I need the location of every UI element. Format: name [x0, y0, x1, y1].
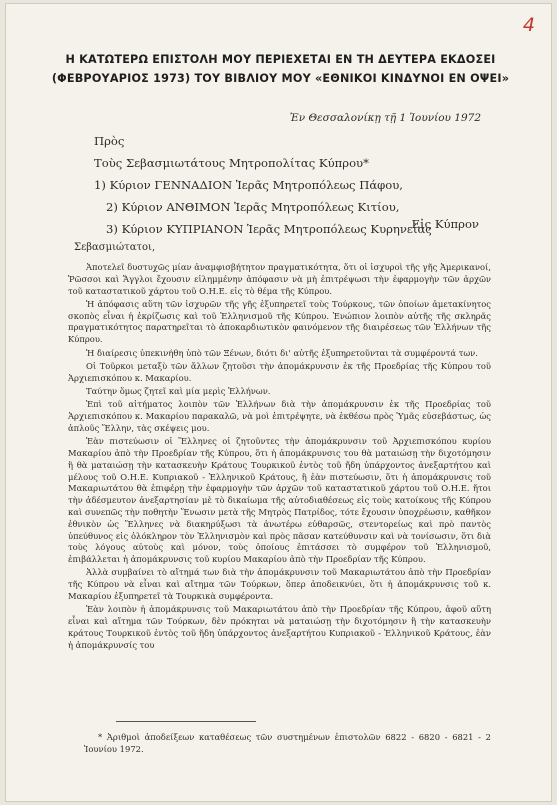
body-paragraph: Ἐὰν λοιπὸν ἡ ἀπομάκρυνσις τοῦ Μακαριωτάτου ἀπὸ τὴν Προεδρίαν τῆς Κύπρου, ἀφοῦ αὕτη εἶναι καὶ αἴτημα τῶν Τούρκων, δὲν πρόκηται νὰ ματαιώσῃ τὴν διχοτόμησιν ἢ τὴν κατασκευὴν κράτους Τουρκικοῦ ἐντὸς τοῦ ἤδη ὑπάρχοντος ἀνεξαρτήτου Κυπριακοῦ - Ἑλληνικοῦ Κράτους, ἐὰν ἡ ἀπομάκρυνσίς του: [68, 604, 491, 650]
footnote-text: * Ἀριθμοὶ ἀποδείξεων καταθέσεως τῶν συστημένων ἐπιστολῶν 6822 - 6820 - 6821 - 2 Ἰουνίου 1972.: [84, 732, 491, 754]
page-number: 4: [522, 14, 535, 36]
body-paragraph: Ἐὰν πιστεύωσιν οἱ Ἕλληνες οἱ ζητοῦντες τὴν ἀπομάκρυνσιν τοῦ Ἀρχιεπισκόπου κυρίου Μακαρίου ἀπὸ τὴν Προεδρίαν τῆς Κύπρου, ὅτι ἡ ἀπομάκρυνσις του θὰ ματαιώσῃ τὴν διχοτόμησιν ἢ θὰ ματαιώσῃ τὴν κατασκευὴν Κράτους Τουρκικοῦ ἐντὸς τοῦ ἤδη ὑπάρχοντος ἀνεξαρτήτου καὶ μέλους τοῦ Ο.Η.Ε. Κυπριακοῦ - Ἑλληνικοῦ Κράτους, ἢ ἐὰν πιστεύωσιν, ὅτι ἡ ἀπομάκρυνσις τοῦ Μακαριωτάτου θὰ ἐπιφέρῃ τὴν ἐφαρμογὴν τῶν ἀρχῶν τοῦ καταστατικοῦ χάρτου τοῦ Ο.Η.Ε. ἤτοι τὴν ἀδέσμευτον ἀνεξαρτησίαν μὲ τὸ δικαίωμα τῆς αὐτοδιαθέσεως εἰς τοὺς κατοίκους τῆς Κύπρου καὶ συνεπῶς τὴν ποθητὴν Ἕνωσιν μετὰ τῆς Μητρὸς Πατρίδος, τότε ἔχουσιν ὑποχρέωσιν, καθῆκον ἐθνικὸν ὡς Ἕλληνες νὰ διακηρύξωσι τὰ ἀνωτέρω εὐθαρσῶς, στεντορείως καὶ πρὸ παντὸς ὑπεύθυνος εἰς ὁλόκληρον τὸν Ἑλληνισμὸν καὶ πρὸς πᾶσαν κατεύθυνσιν καὶ νὰ τονίσωσιν, ὅτι διὰ τοὺς λόγους αὐτοὺς καὶ μόνον, τοὺς ὁποίους ἐπιτάσσει τὸ συμφέρον τοῦ Ἑλληνισμοῦ, ἐπιβάλλεται ἡ ἀπομάκρυνσις τοῦ κυρίου Μακαρίου ἀπὸ τὴν Προεδρίαν τῆς Κύπρου.: [68, 436, 491, 565]
heading-line: (ΦΕΒΡΟΥΑΡΙΟΣ 1973) ΤΟΥ ΒΙΒΛΙΟΥ ΜΟΥ «ΕΘΝΙΚΟΙ ΚΙΝΔΥΝΟΙ ΕΝ ΟΨΕΙ»: [51, 72, 510, 85]
dateline: Ἐν Θεσσαλονίκῃ τῇ 1 Ἰουνίου 1972: [289, 112, 481, 124]
addressee-line: 3) Κύριον ΚΥΠΡΙΑΝΟΝ Ἱερᾶς Μητροπόλεως Κυρηνείας: [106, 222, 432, 236]
addressee-line: 1) Κύριον ΓΕΝΝΑΔΙΟΝ Ἱερᾶς Μητροπόλεως Πάφου,: [94, 178, 403, 192]
body-paragraph: Ἡ ἀπόφασις αὕτη τῶν ἰσχυρῶν τῆς γῆς ἐξυπηρετεῖ τοὺς Τούρκους, τῶν ὁποίων ἀμετακίνητος σκοπὸς εἶναι ἡ ἐκρίζωσις καὶ τοῦ Ἑλληνισμοῦ τῆς Κύπρου. Ἐνώπιον λοιπὸν αὐτῆς τῆς σκληρᾶς πραγματικότητος παρατηρεῖται τὸ ἀποκαρδιωτικὸν φαινόμενον τῆς διαιρέσεως τῶν Ἑλλήνων τῆς Κύπρου.: [68, 298, 491, 345]
salutation: Σεβασμιώτατοι,: [74, 242, 156, 253]
body-paragraph: Ἡ διαίρεσις ὑπεκινήθη ὑπὸ τῶν Ξένων, διότι δι' αὐτῆς ἐξυπηρετοῦνται τὰ συμφέροντά των.: [86, 347, 478, 358]
heading-line: Η ΚΑΤΩΤΕΡΩ ΕΠΙΣΤΟΛΗ ΜΟΥ ΠΕΡΙΕΧΕΤΑΙ ΕΝ ΤΗ ΔΕΥΤΕΡΑ ΕΚΔΟΣΕΙ: [65, 53, 496, 66]
footnote-divider: [116, 721, 256, 722]
body-paragraph: Ἀλλὰ συμβαίνει τὸ αἴτημά των διὰ τὴν ἀπομάκρυνσιν τοῦ Μακαριωτάτου ἀπὸ τὴν Προεδρίαν τῆς Κύπρου νὰ εἶναι καὶ αἴτημα τῶν Τούρκων, ὅπερ ἀποδεικνύει, ὅτι ἡ ἀπομάκρυνσις τοῦ κ. Μακαρίου ἐξυπηρετεῖ τὰ Τουρκικὰ συμφέροντα.: [68, 567, 491, 602]
letter-body: [68, 262, 491, 653]
destination: Εἰς Κύπρον: [411, 217, 479, 231]
page-heading: [44, 50, 517, 88]
body-paragraph: Ἐπὶ τοῦ αἰτήματος λοιπὸν τῶν Ἑλλήνων διὰ τὴν ἀπομάκρυνσιν ἐκ τῆς Προεδρίας τοῦ Ἀρχιεπισκόπου κ. Μακαρίου παρακαλῶ, νὰ μοὶ ἐπιτρέψητε, νὰ ἐκθέσω πρὸς Ὑμᾶς εὐσεβάστως, ὡς ἁπλοῦς Ἕλλην, τὰς σκέψεις μου.: [68, 399, 491, 433]
letter-page: [6, 4, 551, 801]
addressee-block: [94, 130, 432, 240]
body-paragraph: Οἱ Τοῦρκοι μεταξὺ τῶν ἄλλων ζητοῦσι τὴν ἀπομάκρυνσιν ἐκ τῆς Προεδρίας τῆς Κύπρου τοῦ Ἀρχιεπισκόπου κ. Μακαρίου.: [68, 360, 491, 383]
body-paragraph: Ταύτην ὅμως ζητεῖ καὶ μία μερὶς Ἑλλήνων.: [86, 385, 271, 396]
body-paragraph: Ἀποτελεῖ δυστυχῶς μίαν ἀναμφισβήτητον πραγματικότητα, ὅτι οἱ ἰσχυροὶ τῆς γῆς Ἀμερικανοί, Ῥῶσσοι καὶ Ἄγγλοι ἔχουσιν εἰλημμένην ἀπόφασιν νὰ μὴ ἐπιτρέψωσι τὴν ἐφαρμογὴν τῶν ἀρχῶν τοῦ καταστατικοῦ χάρτου τοῦ Ο.Η.Ε. εἰς τὸ θέμα τῆς Κύπρου.: [68, 262, 491, 296]
addressee-line: Τοὺς Σεβασμιωτάτους Μητροπολίτας Κύπρου*: [94, 156, 369, 170]
footnote: [84, 732, 491, 756]
addressee-line: Πρὸς: [94, 134, 125, 148]
addressee-line: 2) Κύριον ΑΝΘΙΜΟΝ Ἱερᾶς Μητροπόλεως Κιτίου,: [106, 200, 400, 214]
